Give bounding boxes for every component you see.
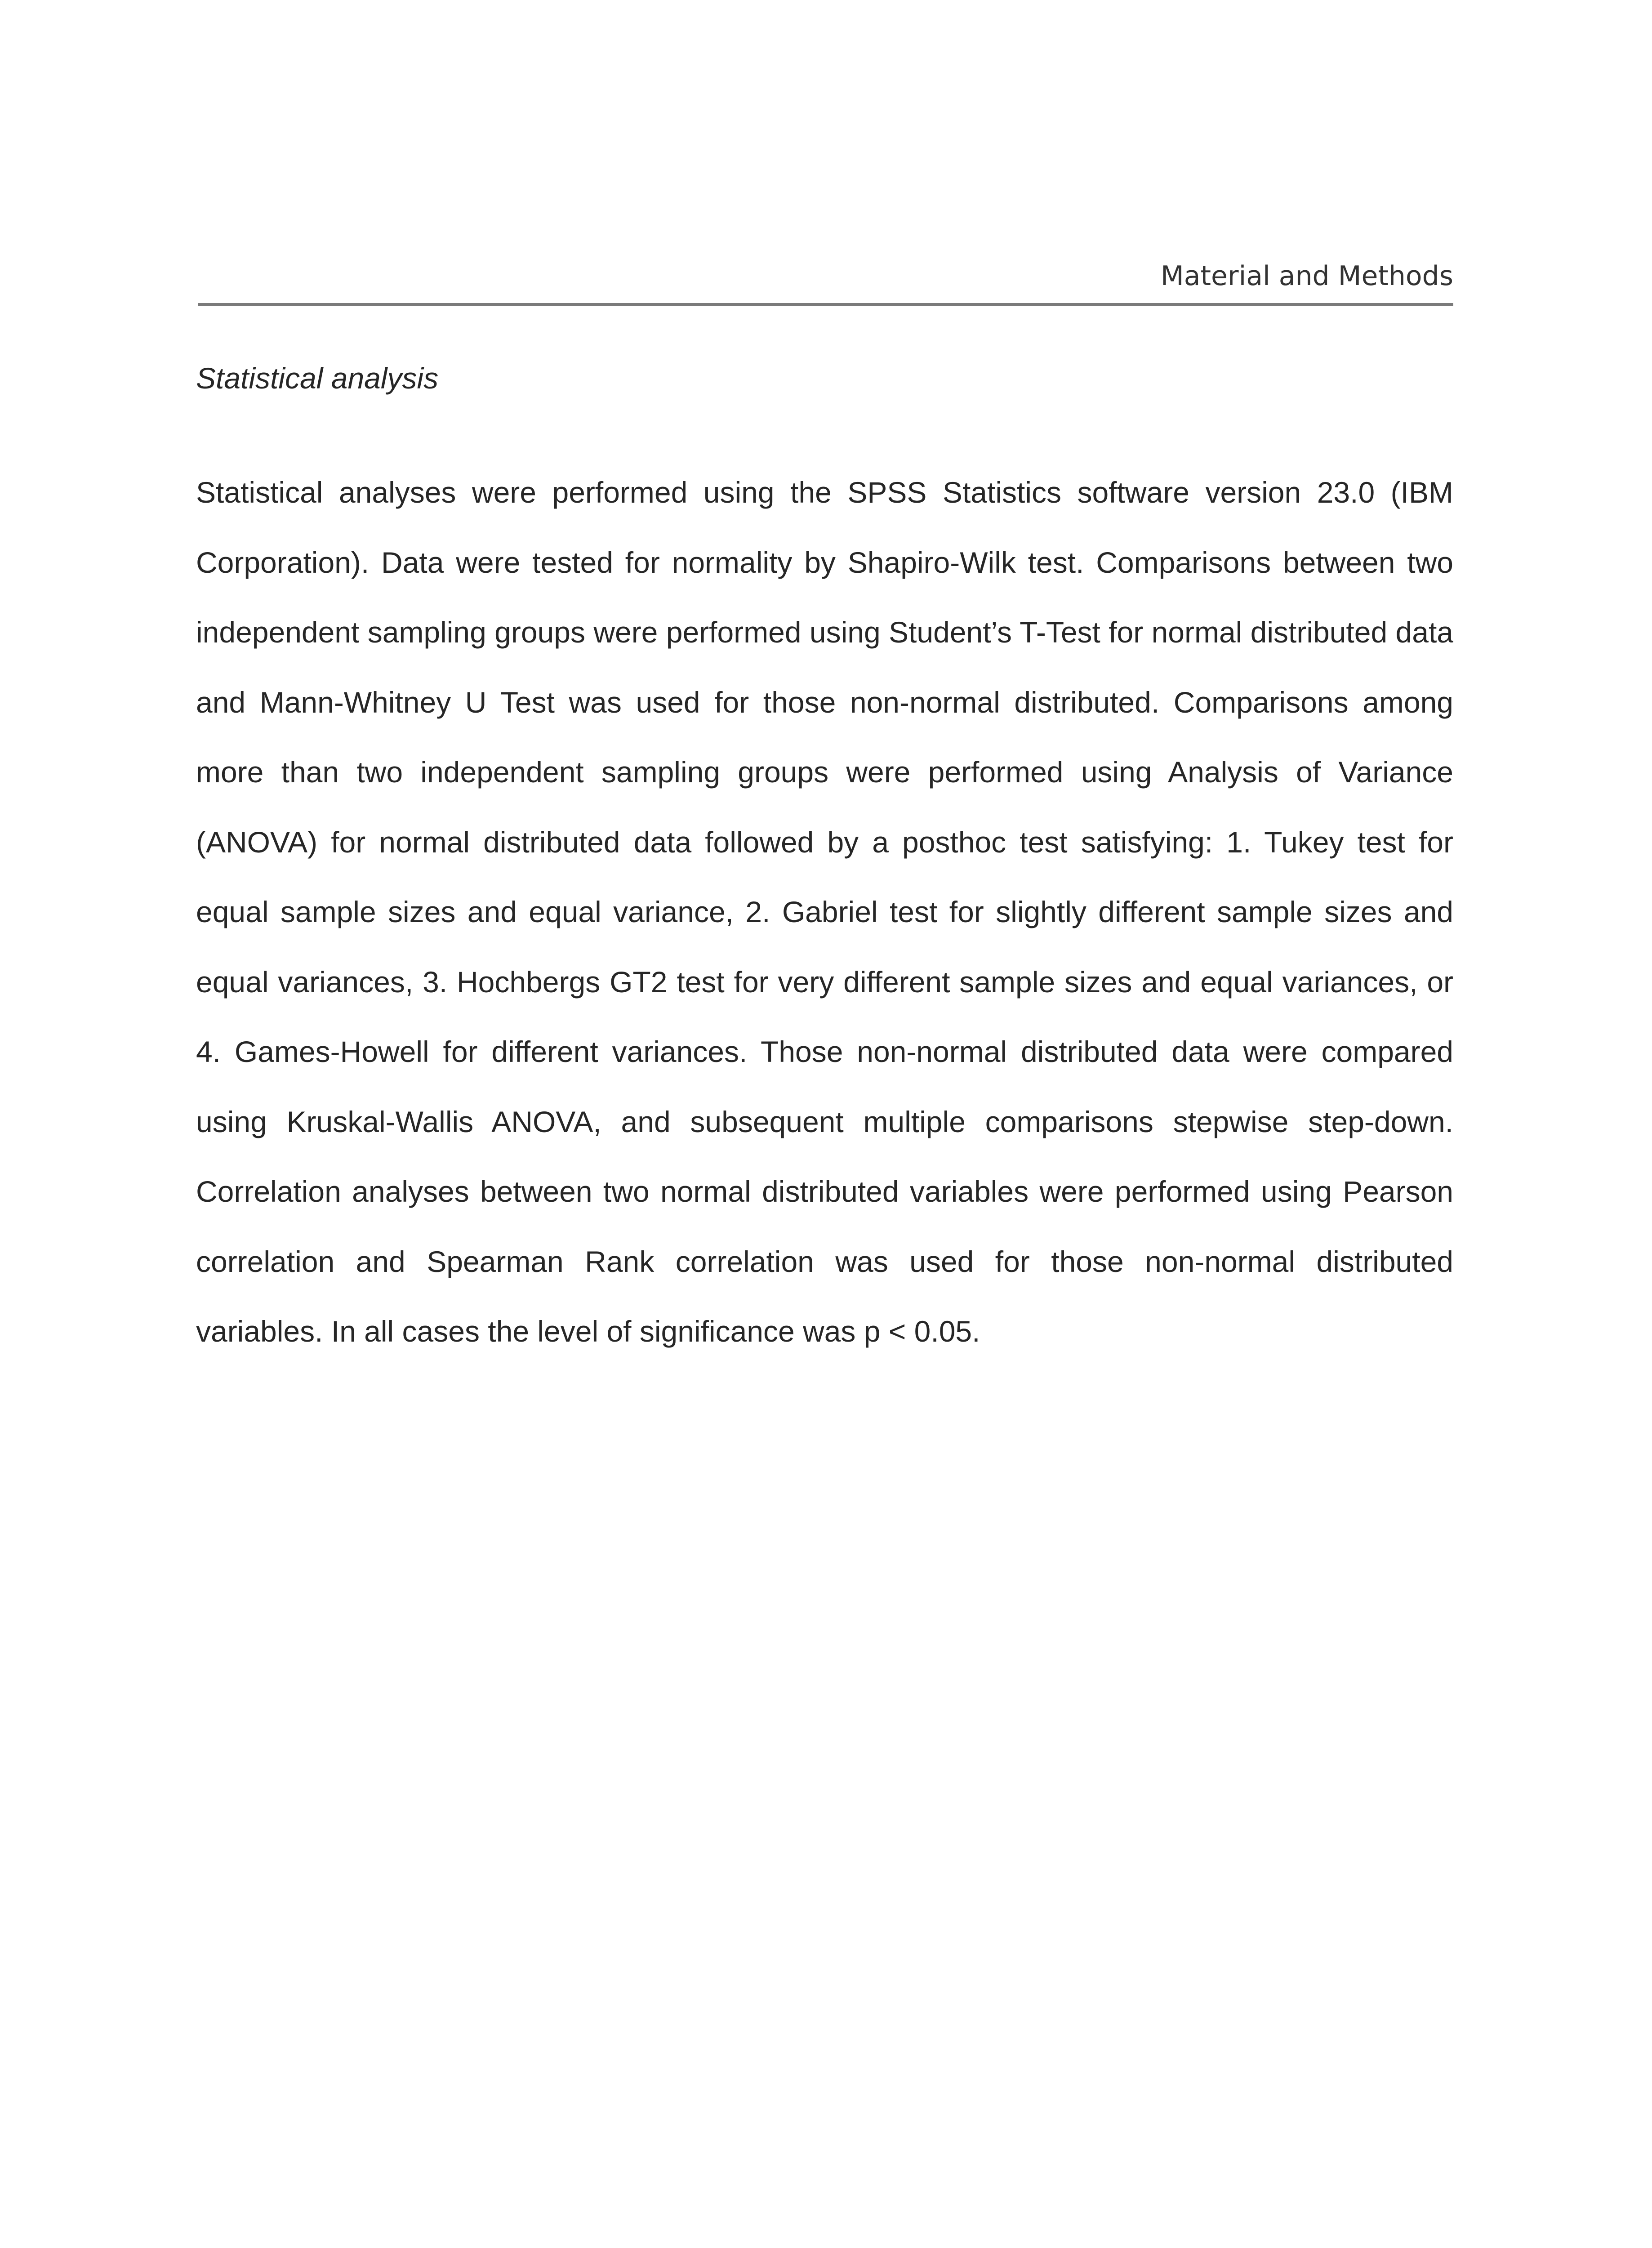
section-heading: Statistical analysis (196, 361, 439, 395)
header-divider (198, 303, 1453, 306)
body-paragraph: Statistical analyses were performed using the SPSS Statistics software version 23.0 (IBM Corporation). Data were tested for normality by Shapiro-Wilk test. Comparisons between two independent sampling groups were performed using Student’s T-Test for normal distributed data and Mann-Whitney U Test was used for those non-normal distributed. Comparisons among more than two independent sampling groups were performed using Analysis of Variance (ANOVA) for normal distributed data followed by a posthoc test satisfying: 1. Tukey test for equal sample sizes and equal variance, 2. Gabriel test for slightly different sample sizes and equal variances, 3. Hochbergs GT2 test for very different sample sizes and equal variances, or 4. Games-Howell for different variances. Those non-normal distributed data were compared using Kruskal-Wallis ANOVA, and subsequent multiple comparisons stepwise step-down. Correlation analyses between two normal distributed variables were performed using Pearson correlation and Spearman Rank correlation was used for those non-normal distributed variables. In all cases the level of significance was p < 0.05. (196, 476, 1453, 1348)
running-header: Material and Methods (1160, 260, 1453, 292)
